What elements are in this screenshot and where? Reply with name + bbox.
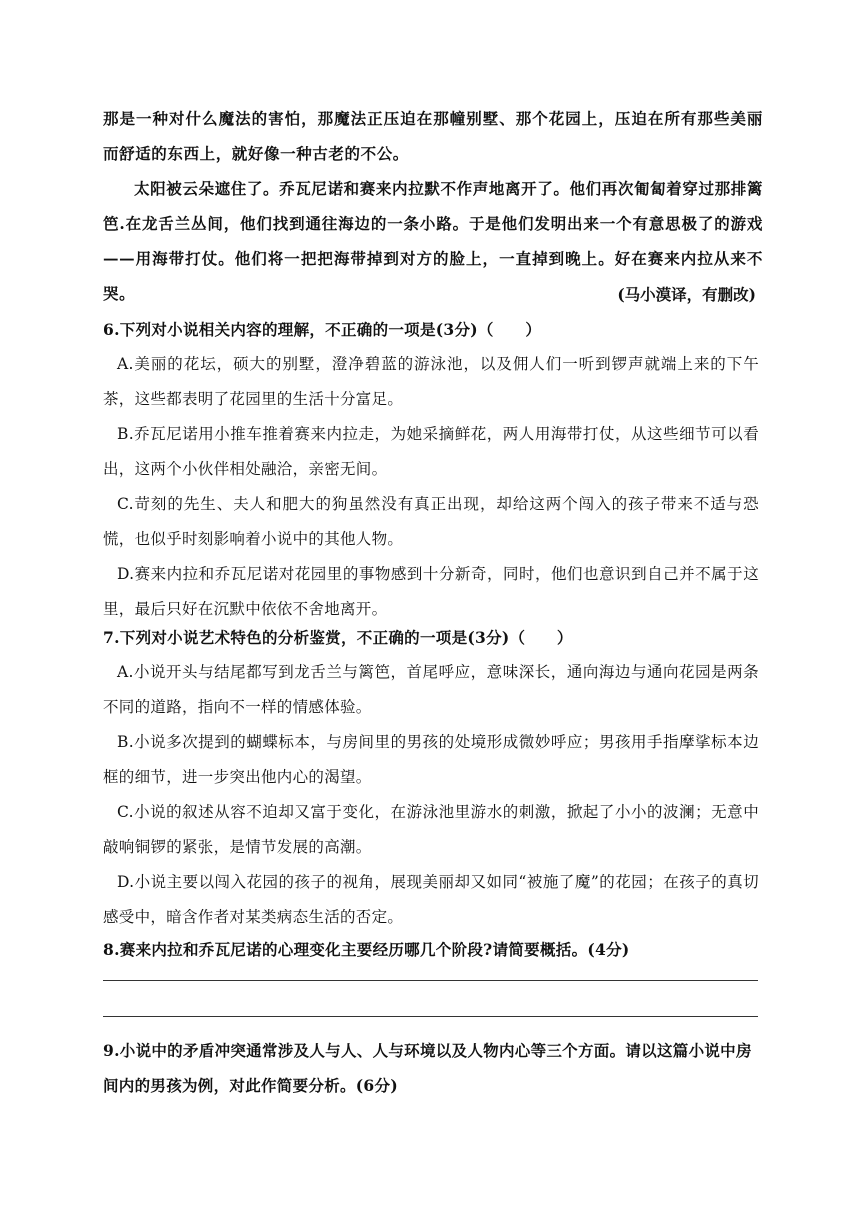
answer-line-1: [103, 980, 758, 981]
question-8-stem: 8.赛来内拉和乔瓦尼诺的心理变化主要经历哪几个阶段?请简要概括。(4分): [103, 940, 630, 959]
question-6-option-a: A.美丽的花坛，硕大的别墅，澄净碧蓝的游泳池，以及佣人们一听到锣声就端上来的下午茶，这些都表明了花园里的生活十分富足。: [103, 355, 759, 408]
passage-paragraph-2: 太阳被云朵遮住了。乔瓦尼诺和赛来内拉默不作声地离开了。他们再次匍匐着穿过那排篱笆.在龙舌兰丛间，他们找到通往海边的一条小路。于是他们发明出来一个有意思极了的游戏——用海带打仗。他们将一把把海带掉到对方的脸上，一直掉到晚上。好在赛来内拉从来不哭。: [103, 179, 763, 303]
question-7-stem: 7.下列对小说艺术特色的分析鉴赏，不正确的一项是(3分)（ ）: [103, 628, 573, 647]
question-9-stem: 9.小说中的矛盾冲突通常涉及人与人、人与环境以及人物内心等三个方面。请以这篇小说中房间内的男孩为例，对此作简要分析。(6分): [103, 1041, 752, 1095]
question-6-option-c: C.苛刻的先生、夫人和肥大的狗虽然没有真正出现，却给这两个闯入的孩子带来不适与恐慌，也似乎时刻影响着小说中的其他人物。: [103, 495, 759, 548]
question-7-option-c: C.小说的叙述从容不迫却又富于变化，在游泳池里游水的刺激，掀起了小小的波澜；无意中敲响铜锣的紧张，是情节发展的高潮。: [103, 803, 759, 856]
question-7-option-b: B.小说多次提到的蝴蝶标本，与房间里的男孩的处境形成微妙呼应；男孩用手指摩挲标本边框的细节，进一步突出他内心的渴望。: [103, 733, 759, 786]
question-6-option-b: B.乔瓦尼诺用小推车推着赛来内拉走，为她采摘鲜花，两人用海带打仗，从这些细节可以看出，这两个小伙伴相处融洽，亲密无间。: [103, 425, 759, 478]
question-7-option-a: A.小说开头与结尾都写到龙舌兰与篱笆，首尾呼应，意味深长，通向海边与通向花园是两条不同的道路，指向不一样的情感体验。: [103, 663, 759, 716]
question-6-stem: 6.下列对小说相关内容的理解，不正确的一项是(3分)（ ）: [103, 320, 542, 339]
question-6-option-d: D.赛来内拉和乔瓦尼诺对花园里的事物感到十分新奇，同时，他们也意识到自己并不属于这里，最后只好在沉默中依依不舍地离开。: [103, 565, 759, 618]
answer-line-2: [103, 1016, 758, 1017]
passage-source: (马小漠译，有删改): [617, 285, 756, 304]
passage-paragraph-1: 那是一种对什么魔法的害怕，那魔法正压迫在那幢别墅、那个花园上，压迫在所有那些美丽而舒适的东西上，就好像一种古老的不公。: [103, 109, 763, 163]
question-7-option-d: D.小说主要以闯入花园的孩子的视角，展现美丽却又如同“被施了魔”的花园；在孩子的真切感受中，暗含作者对某类病态生活的否定。: [103, 873, 759, 926]
